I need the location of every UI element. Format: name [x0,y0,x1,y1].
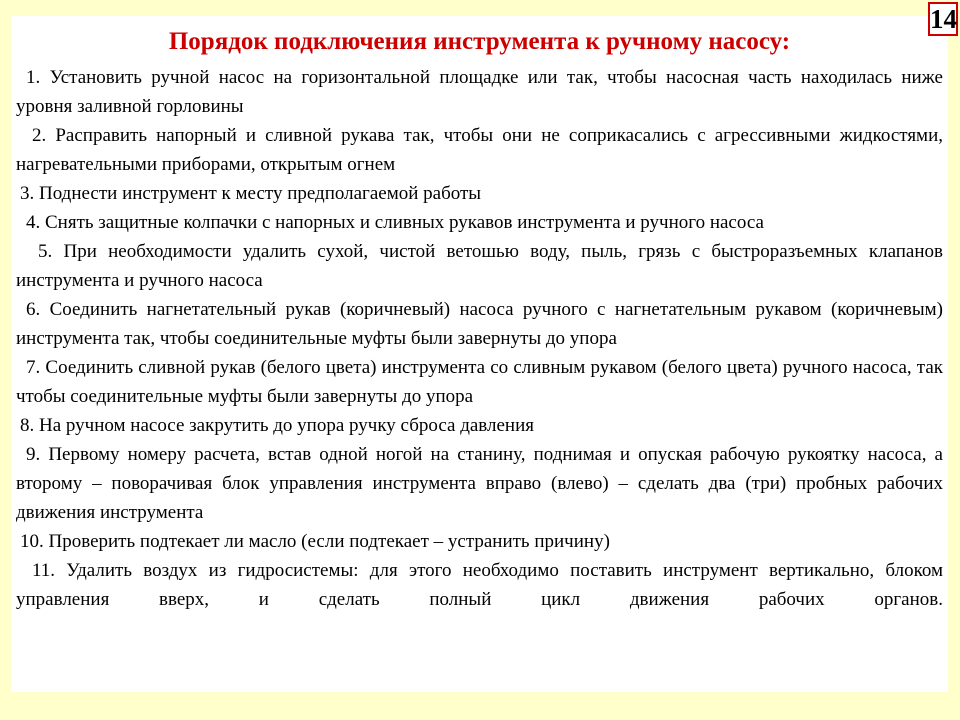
list-item: 2. Расправить напорный и сливной рукава так, чтобы они не соприкасались с агрессивными жидкостями, нагревательными приборами, открытым огнем [16,125,943,175]
instruction-list [16,63,943,614]
list-item: 6. Соединить нагнетательный рукав (коричневый) насоса ручного с нагнетательным рукавом (коричневым) инструмента так, чтобы соединительные муфты были завернуты до упора [16,299,943,349]
slide-title: Порядок подключения инструмента к ручному насосу: [168,28,791,55]
list-item: 9. Первому номеру расчета, встав одной ногой на станину, поднимая и опуская рабочую рукоятку насоса, а второму – поворачивая блок управления инструмента вправо (влево) – сделать два (три) пробных рабочих движения инструмента [16,444,943,523]
list-item: 1. Установить ручной насос на горизонтальной площадке или так, чтобы насосная часть находилась ниже уровня заливной горловины [16,67,943,117]
list-item: 11. Удалить воздух из гидросистемы: для этого необходимо поставить инструмент вертикально, блоком управления вверх, и сделать полный цикл движения рабочих органов. [16,560,943,610]
list-item: 4. Снять защитные колпачки с напорных и сливных рукавов инструмента и ручного насоса [26,212,764,233]
list-item: 10. Проверить подтекает ли масло (если подтекает – устранить причину) [20,531,610,552]
list-item: 3. Поднести инструмент к месту предполагаемой работы [20,183,482,204]
content-sheet [11,16,948,692]
list-item: 5. При необходимости удалить сухой, чистой ветошью воду, пыль, грязь с быстроразъемных клапанов инструмента и ручного насоса [16,241,943,291]
list-item: 7. Соединить сливной рукав (белого цвета) инструмента со сливным рукавом (белого цвета) ручного насоса, так чтобы соединительные муфты были завернуты до упора [16,357,943,407]
slide-number-badge: 14 [930,4,957,34]
list-item: 8. На ручном насосе закрутить до упора ручку сброса давления [20,415,535,436]
